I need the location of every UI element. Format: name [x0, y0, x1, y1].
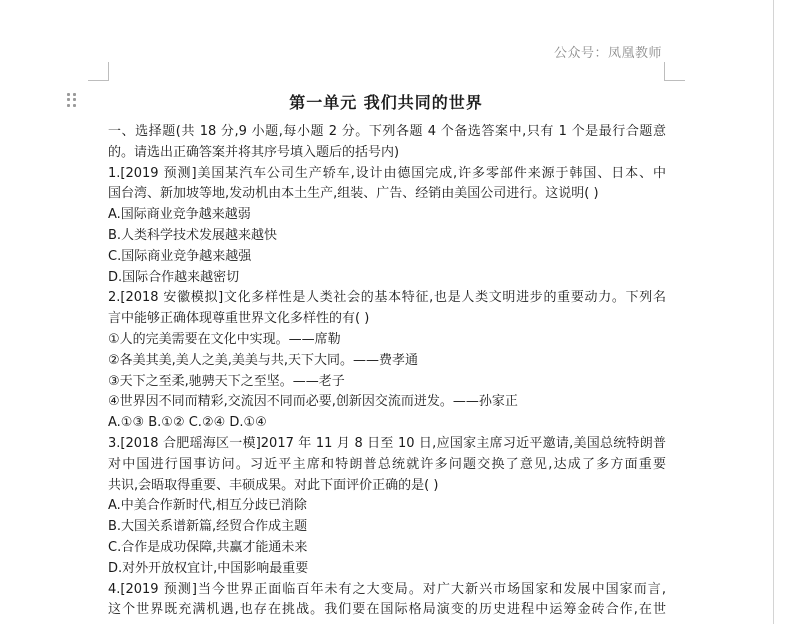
document-line: C.国际商业竞争越来越强	[108, 248, 252, 264]
document-line: B.大国关系谱新篇,经贸合作成主题	[108, 519, 308, 535]
vertical-scrollbar[interactable]	[773, 0, 788, 624]
document-line: B.人类科学技术发展越来越快	[108, 227, 278, 243]
document-line: 2.[2018 安徽模拟]文化多样性是人类社会的基本特征,也是人类文明进步的重要动力。下列名	[108, 290, 666, 306]
document-line: D.对外开放权宜计,中国影响最重要	[108, 560, 309, 576]
page-title: 第一单元 我们共同的世界	[289, 93, 483, 112]
document-line: 这个世界既充满机遇,也存在挑战。我们要在国际格局演变的历史进程中运筹金砖合作,在世	[108, 602, 666, 618]
page-header: 公众号：凤凰教师	[553, 46, 662, 61]
document-body	[108, 122, 666, 621]
document-line: D.国际合作越来越密切	[108, 269, 240, 285]
document-line: ④世界因不同而精彩,交流因不同而必要,创新因交流而迸发。——孙家正	[108, 394, 518, 410]
document-line: 1.[2019 预测]美国某汽车公司生产轿车,设计由德国完成,许多零部件来源于韩国、日本、中	[108, 165, 666, 181]
drag-handle-icon[interactable]	[67, 93, 77, 107]
document-line: 的。请选出正确答案并将其序号填入题后的括号内)	[108, 144, 400, 160]
document-line: 一、选择题(共 18 分,9 小题,每小题 2 分。下列各题 4 个备选答案中,只有 1 个是最行合题意	[108, 124, 666, 139]
document-line: 国台湾、新加坡等地,发动机由本土生产,组装、广告、经销由美国公司进行。这说明( )	[108, 186, 599, 202]
document-line: ③天下之至柔,驰骋天下之至坚。——老子	[108, 373, 345, 389]
document-line: ①人的完美需要在文化中实现。——席勒	[108, 331, 341, 347]
document-line: 对中国进行国事访问。习近平主席和特朗普总统就许多问题交换了意见,达成了多方面重要	[108, 456, 666, 472]
margin-corner-mark-left	[88, 62, 109, 81]
document-line: A.国际商业竞争越来越弱	[108, 207, 251, 223]
document-line: ②各美其美,美人之美,美美与共,天下大同。——费孝通	[108, 352, 419, 368]
document-line: A.①③ B.①② C.②④ D.①④	[108, 415, 267, 431]
document-line: C.合作是成功保障,共赢才能通未来	[108, 539, 308, 555]
document-line: A.中美合作新时代,相互分歧已消除	[108, 498, 307, 514]
margin-corner-mark-right	[664, 62, 685, 81]
document-line: 4.[2019 预测]当今世界正面临百年未有之大变局。对广大新兴市场国家和发展中国家而言,	[108, 581, 666, 597]
document-line: 共识,会晤取得重要、丰硕成果。对此下面评价正确的是( )	[108, 477, 439, 493]
document-line: 3.[2018 合肥瑶海区一模]2017 年 11 月 8 日至 10 日,应国家主席习近平邀请,美国总统特朗普	[108, 435, 666, 451]
document-line: 言中能够正确体现尊重世界文化多样性的有( )	[108, 311, 370, 327]
